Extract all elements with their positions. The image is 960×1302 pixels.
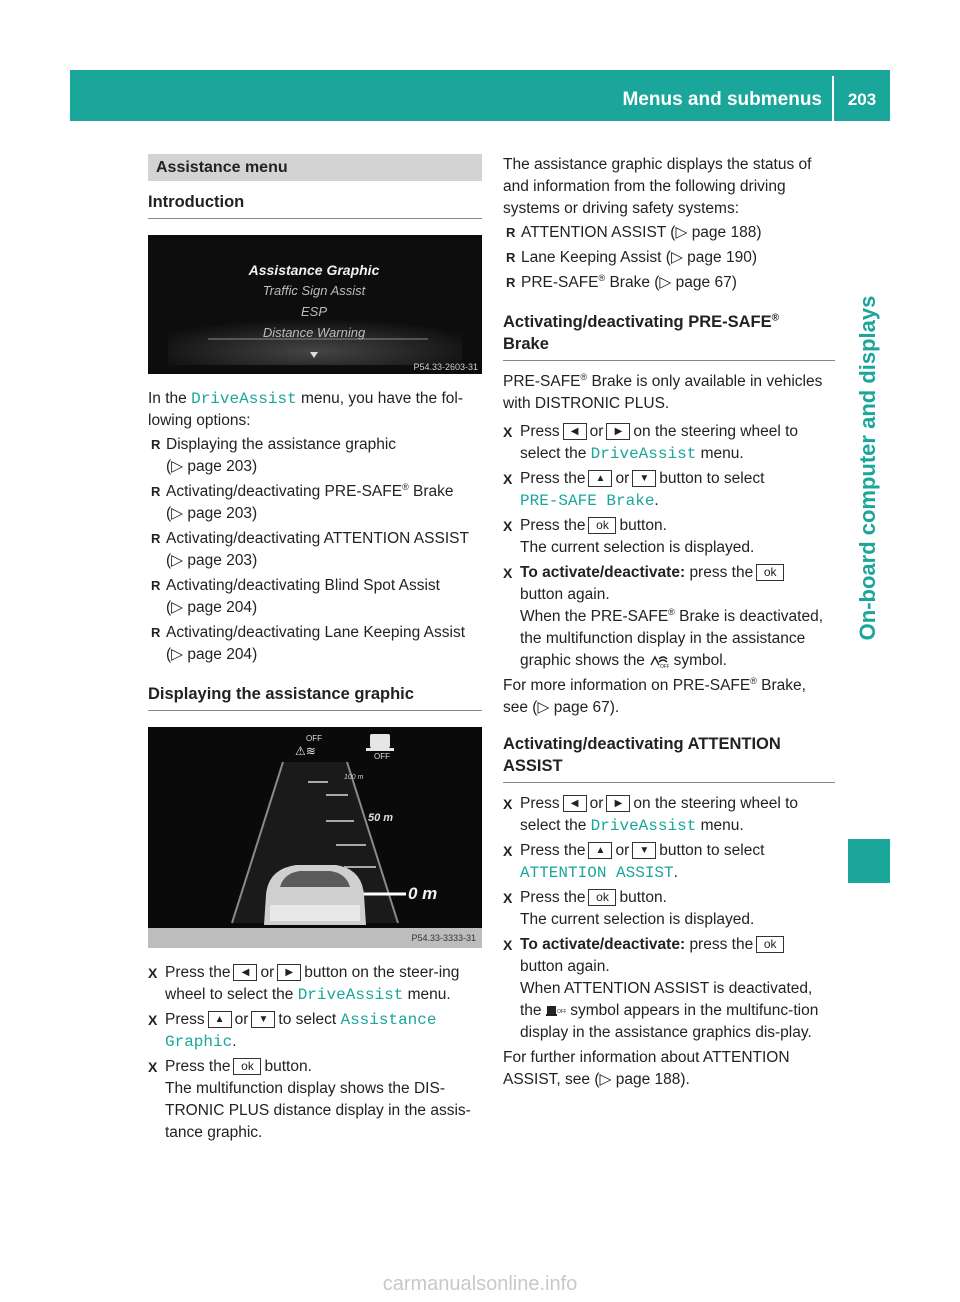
pre-safe-more: For more information on PRE-SAFE® Brake, see (▷ page 67). [503,675,806,716]
up-arrow-key-icon: ▲ [208,1011,232,1028]
ok-key-icon: ok [588,889,616,906]
attention-assist-heading: Activating/deactivating ATTENTION ASSIST [503,733,835,783]
menu-item-esp: ESP [300,304,328,319]
list-item: R PRE-SAFE® Brake (▷ page 67) [503,272,835,294]
list-item: R ATTENTION ASSIST (▷ page 188) [503,222,835,244]
watermark: carmanualsonline.info [382,1273,578,1295]
list-item: R Displaying the assistance graphic (▷ page 203) [148,434,482,478]
off-label-2: OFF [374,752,390,761]
attention-assist-more: For further information about ATTENTION ASSIST, see (▷ page 188). [503,1049,790,1088]
menu-name: DriveAssist [191,390,297,408]
down-arrow-key-icon: ▼ [632,470,656,487]
menu-item-traffic-sign-assist: Traffic Sign Assist [262,283,366,298]
figure-code-2: P54.33-3333-31 [411,933,476,943]
left-arrow-key-icon: ◀ [563,795,587,812]
list-item: X Press ▲ or ▼ to select Assistance Graphic. [148,1009,482,1053]
list-item: X Press the ◀ or ▶ button on the steer-ing wheel to select the DriveAssist menu. [148,962,482,1006]
distance-graphic-illustration [148,727,482,948]
side-tab [845,122,890,814]
list-item: R Activating/deactivating ATTENTION ASSIST (▷ page 203) [148,528,482,572]
list-item: X Press the ▲ or ▼ button to select PRE-SAFE Brake. [503,468,835,512]
pre-safe-off-icon: ⚠︎≋ [295,744,316,758]
side-tab-block [848,839,890,883]
distance-50m: 50 m [368,812,394,824]
header-title: Menus and submenus [622,89,822,110]
pre-safe-intro: PRE-SAFE® Brake is only available in vehicles with DISTRONIC PLUS. [503,371,823,412]
introduction-heading: Introduction [148,191,482,219]
list-item: R Activating/deactivating PRE-SAFE® Brake (▷ page 203) [148,481,482,525]
attention-assist-steps [503,793,835,1044]
right-arrow-key-icon: ▶ [277,964,301,981]
list-item: R Activating/deactivating Lane Keeping Assist (▷ page 204) [148,622,482,666]
down-arrow-key-icon: ▼ [251,1011,275,1028]
svg-text:OFF: OFF [660,663,670,669]
right-column [503,154,835,1091]
svg-text:OFF: OFF [556,1008,566,1015]
page-number: 203 [847,90,877,109]
ok-key-icon: ok [756,564,784,581]
systems-intro: The assistance graphic displays the status of and information from the following driving systems or driving safety systems: [503,156,812,217]
menu-item-assistance-graphic: Assistance Graphic [248,262,380,278]
right-arrow-key-icon: ▶ [606,795,630,812]
up-arrow-key-icon: ▲ [588,842,612,859]
ok-key-icon: ok [588,517,616,534]
list-item: X Press ◀ or ▶ on the steering wheel to select the DriveAssist menu. [503,793,835,837]
left-arrow-key-icon: ◀ [233,964,257,981]
pre-safe-heading: Activating/deactivating PRE-SAFE® Brake [503,311,835,361]
display-heading: Displaying the assistance graphic [148,683,482,711]
car-icon [264,865,366,925]
list-item: X To activate/deactivate: press the ok button again. When ATTENTION ASSIST is deactivated, the OFF symbol appears in the multifunc-tion display in the assistance graphics dis-play. [503,934,835,1044]
ok-key-icon: ok [756,936,784,953]
list-item: R Activating/deactivating Blind Spot Assist (▷ page 204) [148,575,482,619]
list-item: X Press the ▲ or ▼ button to select ATTENTION ASSIST. [503,840,835,884]
list-item: R Lane Keeping Assist (▷ page 190) [503,247,835,269]
left-column [148,154,482,1147]
list-item: X Press the ok button. The current selection is displayed. [503,515,835,559]
list-item: X Press the ok button. The multifunction display shows the DIS-TRONIC PLUS distance display in the assis-tance graphic. [148,1056,482,1144]
intro-text: In the DriveAssist menu, you have the fol-lowing options: [148,390,464,429]
figure-code: P54.33-2603-31 [413,362,478,372]
down-arrow-key-icon: ▼ [632,842,656,859]
distance-0m: 0 m [408,884,438,903]
section-title: Assistance menu [148,154,482,181]
systems-list [503,222,835,294]
attention-assist-off-symbol-icon [546,1003,566,1019]
assistance-menu-illustration [148,235,482,374]
list-item: X Press ◀ or ▶ on the steering wheel to select the DriveAssist menu. [503,421,835,465]
right-arrow-key-icon: ▶ [606,423,630,440]
distance-100m: 100 m [344,774,364,781]
left-arrow-key-icon: ◀ [563,423,587,440]
side-tab-label: On-board computer and displays [854,295,880,641]
steps-list [148,962,482,1144]
list-item: X Press the ok button. The current selection is displayed. [503,887,835,931]
options-list [148,434,482,666]
ok-key-icon: ok [233,1058,261,1075]
pre-safe-off-symbol-icon [649,653,669,669]
page-header [70,70,890,121]
pre-safe-steps [503,421,835,672]
coffee-cup-icon [370,734,390,748]
figure-distance-graphic [148,727,482,948]
menu-item-distance-warning: Distance Warning [262,325,366,340]
up-arrow-key-icon: ▲ [588,470,612,487]
off-label: OFF [306,734,322,743]
list-item: X To activate/deactivate: press the ok button again. When the PRE-SAFE® Brake is deactivated, the multifunction display in the assistance graphic shows the OFF symbol. [503,562,835,672]
figure-assistance-menu [148,235,482,374]
